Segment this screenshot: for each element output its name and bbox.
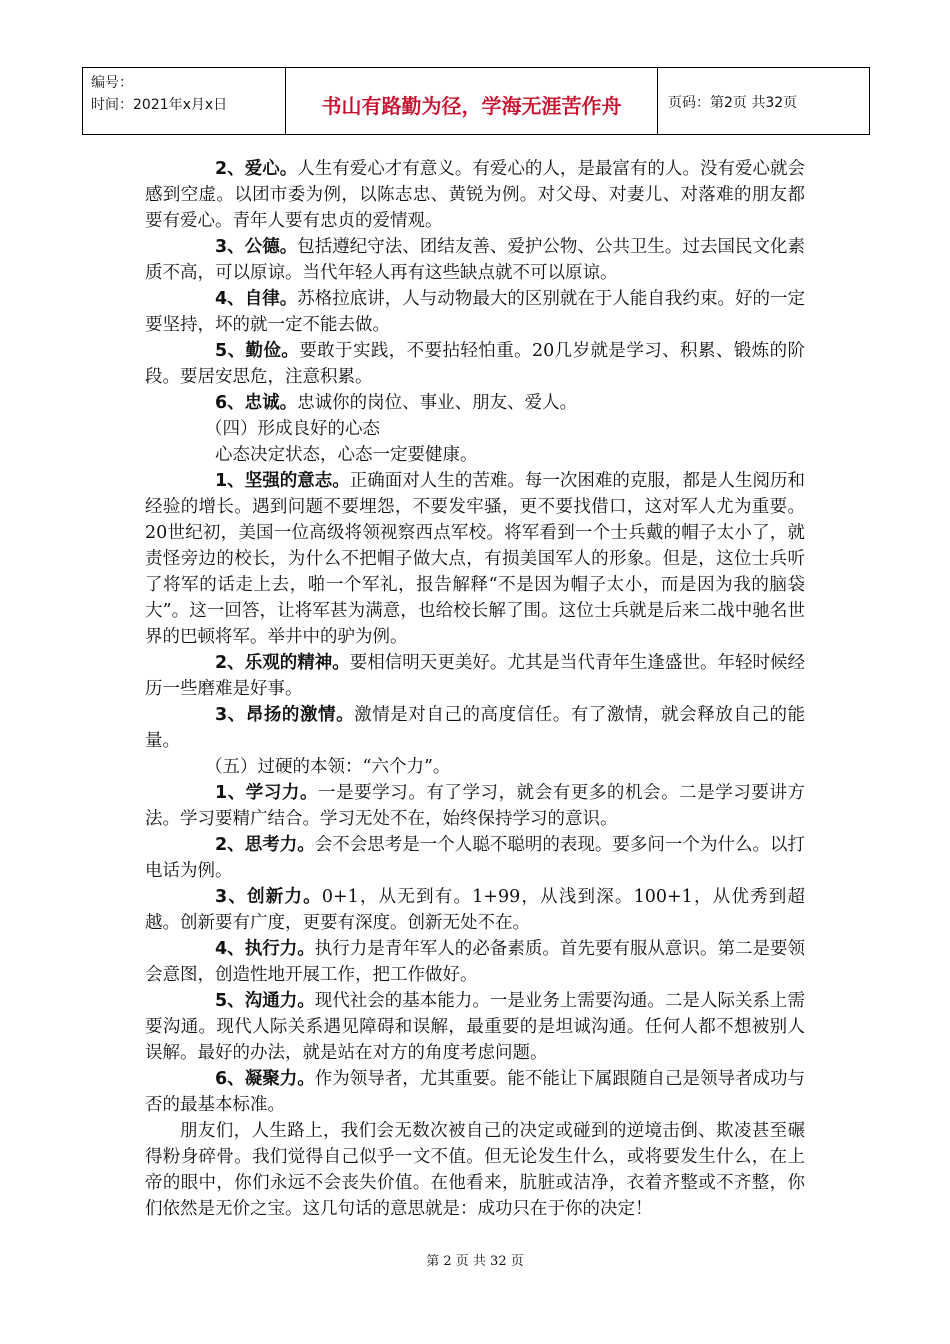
item-text: 0+1，从无到有。1+99，从浅到深。100+1，从优秀到超越。创新要有广度，更要有深度。创新无处不在。 [145,887,805,933]
item-title: 1、坚强的意志。 [215,471,350,491]
item-text: 现代社会的基本能力。一是业务上需要沟通。二是人际关系上需要沟通。现代人际关系遇见障碍和误解，最重要的是坦诚沟通。任何人都不想被别人误解。最好的办法，就是站在对方的角度考虑问题。 [145,991,805,1063]
item-text: 忠诚你的岗位、事业、朋友、爱人。 [297,393,578,413]
paragraph [145,988,805,1066]
item-title: 4、执行力。 [215,939,315,959]
item-title: 6、凝聚力。 [215,1069,315,1089]
item-text: 苏格拉底讲，人与动物最大的区别就在于人能自我约束。好的一定要坚持，坏的就一定不能去做。 [145,289,805,335]
item-text: 会不会思考是一个人聪不聪明的表现。要多问一个为什么。以打电话为例。 [145,835,805,881]
paragraph [145,1066,805,1118]
item-title: 2、爱心。 [215,159,298,179]
item-title: 2、乐观的精神。 [215,653,350,673]
header-motto: 书山有路勤为径，学海无涯苦作舟 [286,68,658,134]
closing-paragraph: 朋友们，人生路上，我们会无数次被自己的决定或碰到的逆境击倒、欺凌甚至碾得粉身碎骨。我们觉得自己似乎一文不值。但无论发生什么，或将要发生什么，在上帝的眼中，你们永远不会丧失价值。在他看来，肮脏或洁净，衣着齐整或不齐整，你们依然是无价之宝。这几句话的意思就是：成功只在于你的决定！ [145,1121,805,1219]
item-title: 3、创新力。 [215,887,322,907]
item-text: 执行力是青年军人的必备素质。首先要有服从意识。第二是要领会意图，创造性地开展工作，把工作做好。 [145,939,805,985]
item-title: 5、沟通力。 [215,991,315,1011]
paragraph [145,702,805,754]
paragraph [145,234,805,286]
paragraph [145,884,805,936]
item-text: 正确面对人生的苦难。每一次困难的克服，都是人生阅历和经验的增长。遇到问题不要埋怨，不要发牢骚，更不要找借口，这对军人尤为重要。20世纪初，美国一位高级将领视察西点军校。将军看到一个士兵戴的帽子太小了，就责怪旁边的校长，为什么不把帽子做大点，有损美国军人的形象。但是，这位士兵听了将军的话走上去，啪一个军礼，报告解释“不是因为帽子太小，而是因为我的脑袋大”。这一回答，让将军甚为满意，也给校长解了围。这位士兵就是后来二战中驰名世界的巴顿将军。举井中的驴为例。 [145,471,806,647]
item-text: 作为领导者，尤其重要。能不能让下属跟随自己是领导者成功与否的最基本标准。 [145,1069,805,1115]
paragraph [145,390,805,416]
paragraph [145,936,805,988]
section-heading: （四）形成良好的心态 [205,419,380,439]
item-text: 要敢于实践，不要拈轻怕重。20几岁就是学习、积累、锻炼的阶段。要居安思危，注意积累。 [145,341,805,387]
item-title: 2、思考力。 [215,835,315,855]
time-label: 时间：2021年x月x日 [91,97,228,113]
paragraph [145,780,805,832]
item-title: 4、自律。 [215,289,298,309]
paragraph [145,338,805,390]
item-text: 一是要学习。有了学习，就会有更多的机会。二是学习要讲方法。学习要精广结合。学习无处不在，始终保持学习的意识。 [145,783,806,829]
header-meta [83,68,286,134]
document-body [145,156,805,1222]
item-title: 1、学习力。 [215,783,319,803]
paragraph [145,650,805,702]
item-text: 包括遵纪守法、团结友善、爱护公物、公共卫生。过去国民文化素质不高，可以原谅。当代年轻人再有这些缺点就不可以原谅。 [145,237,805,283]
paragraph [145,468,805,650]
page-footer: 第 2 页 共 32 页 [426,1254,524,1269]
item-text: 人生有爱心才有意义。有爱心的人，是最富有的人。没有爱心就会感到空虚。以团市委为例，以陈志忠、黄锐为例。对父母、对妻儿、对落难的朋友都要有爱心。青年人要有忠贞的爱情观。 [145,159,805,231]
item-title: 3、昂扬的激情。 [215,705,355,725]
section-heading: （五）过硬的本领：“六个力”。 [205,757,451,777]
paragraph [145,286,805,338]
item-title: 6、忠诚。 [215,393,298,413]
item-text: 要相信明天更美好。尤其是当代青年生逢盛世。年轻时候经历一些磨难是好事。 [145,653,806,699]
page-header [82,67,870,135]
item-title: 3、公德。 [215,237,298,257]
item-text: 激情是对自己的高度信任。有了激情，就会释放自己的能量。 [145,705,805,751]
paragraph [145,156,805,234]
number-label: 编号： [91,75,133,91]
header-page-label: 页码：第2页 共32页 [668,95,798,111]
item-title: 5、勤俭。 [215,341,300,361]
paragraph [145,832,805,884]
paragraph: 心态决定状态，心态一定要健康。 [215,445,478,465]
